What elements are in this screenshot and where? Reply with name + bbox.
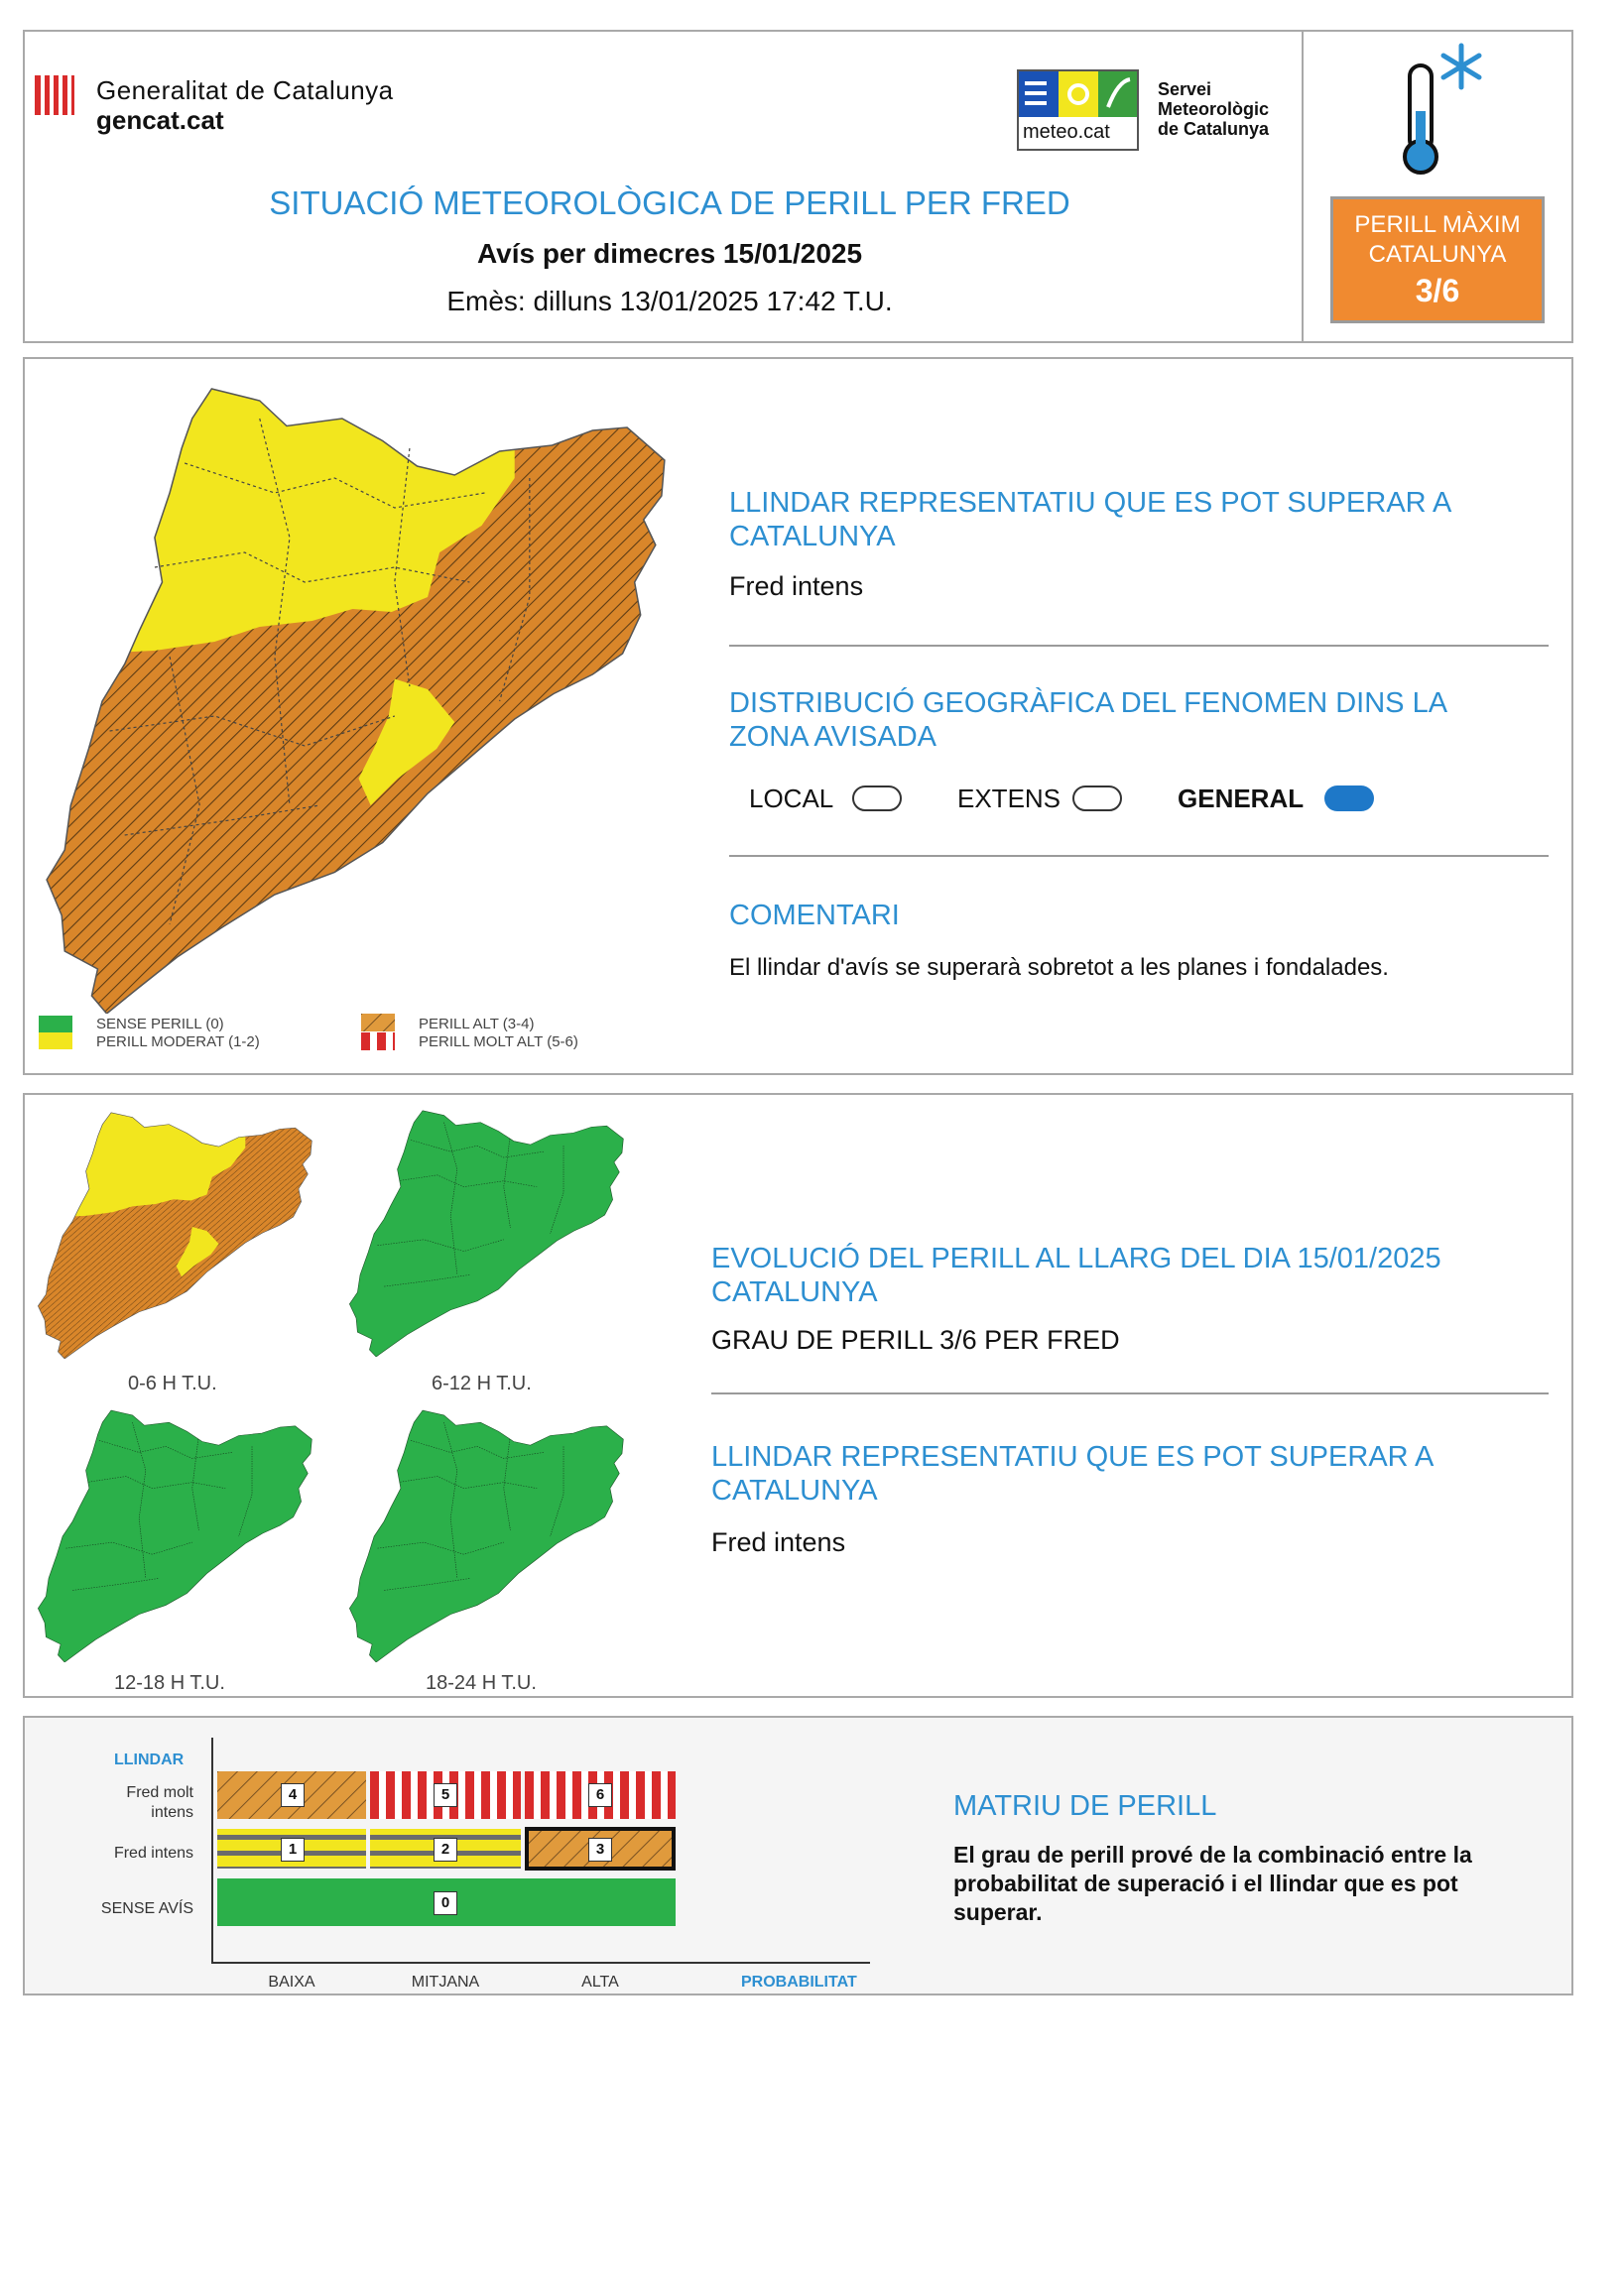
legend-swatch-perill-moderat: [39, 1032, 72, 1049]
map-label-18-24: 18-24 H T.U.: [426, 1672, 537, 1694]
legend-label-perill-molt-alt: PERILL MOLT ALT (5-6): [419, 1033, 578, 1050]
header-divider: [1302, 32, 1304, 341]
matrix-row-label-1: Fred intens: [113, 1845, 193, 1862]
distribution-options: [749, 784, 1543, 823]
legend-label-perill-moderat: PERILL MODERAT (1-2): [96, 1033, 260, 1050]
evolution-title: EVOLUCIÓ DEL PERILL AL LLARG DEL DIA 15/01/2025 CATALUNYA: [711, 1243, 1441, 1308]
matrix-x-axis: [211, 1962, 870, 1964]
matrix-text: El grau de perill prové de la combinació entre la probabilitat de superació i el llindar que es pot superar.: [953, 1842, 1472, 1925]
matrix-y-axis: [211, 1738, 213, 1964]
map-label-12-18: 12-18 H T.U.: [114, 1672, 225, 1694]
matrix-row-label-2: SENSE AVÍS: [100, 1900, 193, 1917]
org-name: Generalitat de Catalunya: [96, 75, 394, 105]
legend-label-perill-alt: PERILL ALT (3-4): [419, 1016, 535, 1032]
comment-text: El llindar d'avís se superarà sobretot a les planes i fondalades.: [729, 954, 1389, 981]
divider: [729, 855, 1549, 857]
thermometer-icon: [1384, 42, 1493, 181]
main-warning-panel: [23, 357, 1573, 1075]
meteocat-logo: [1017, 69, 1139, 151]
matrix-row-label-0: Fred molt intens: [126, 1784, 193, 1821]
meteocat-site: meteo.cat: [1023, 121, 1110, 143]
max-danger-badge: PERILL MÀXIM CATALUNYA 3/6: [1330, 196, 1545, 323]
threshold-title-2: LLINDAR REPRESENTATIU QUE ES POT SUPERAR A CATALUNYA: [711, 1441, 1433, 1507]
legend-swatch-perill-alt: [361, 1014, 395, 1031]
matrix-col-label-2: ALTA: [581, 1974, 619, 1991]
option-extens-toggle[interactable]: [1072, 785, 1122, 811]
cell-tag-5: 5: [434, 1783, 457, 1807]
comment-title: COMENTARI: [729, 900, 900, 931]
legend-swatch-perill-molt-alt: [361, 1032, 395, 1050]
map-18-24: [344, 1398, 630, 1662]
generalitat-logo-icon: [35, 75, 74, 115]
service-name: Servei Meteorològic de Catalunya: [1158, 79, 1270, 139]
option-general-toggle[interactable]: [1324, 785, 1374, 811]
meteocat-logo-icon: [1019, 71, 1137, 121]
page-title: SITUACIÓ METEOROLÒGICA DE PERILL PER FRED: [269, 184, 1070, 221]
distribution-title: DISTRIBUCIÓ GEOGRÀFICA DEL FENOMEN DINS LA ZONA AVISADA: [729, 687, 1446, 753]
map-legend: [39, 1012, 684, 1061]
evolution-panel: [23, 1093, 1573, 1698]
danger-matrix-panel: [23, 1716, 1573, 1995]
divider: [711, 1392, 1549, 1394]
org-site: gencat.cat: [96, 105, 224, 135]
cell-tag-2: 2: [434, 1838, 457, 1862]
divider: [729, 645, 1549, 647]
option-general-label: GENERAL: [1178, 784, 1305, 813]
map-0-6: [33, 1101, 318, 1359]
cell-tag-3: 3: [588, 1838, 612, 1862]
map-label-6-12: 6-12 H T.U.: [432, 1373, 532, 1394]
cell-tag-6: 6: [588, 1783, 612, 1807]
threshold-value: Fred intens: [729, 571, 864, 601]
option-local-label: LOCAL: [749, 784, 834, 813]
cell-tag-0: 0: [434, 1891, 457, 1915]
matrix-title: MATRIU DE PERILL: [953, 1790, 1217, 1822]
legend-swatch-sense-perill: [39, 1016, 72, 1032]
threshold-value-2: Fred intens: [711, 1527, 846, 1557]
threshold-title: LLINDAR REPRESENTATIU QUE ES POT SUPERAR A CATALUNYA: [729, 487, 1450, 552]
map-label-0-6: 0-6 H T.U.: [128, 1373, 217, 1394]
matrix-x-title: PROBABILITAT: [741, 1974, 857, 1991]
map-12-18: [33, 1398, 318, 1662]
cell-tag-4: 4: [281, 1783, 305, 1807]
matrix-y-title: LLINDAR: [114, 1752, 185, 1768]
header-panel: [23, 30, 1573, 343]
warning-date: Avís per dimecres 15/01/2025: [476, 238, 863, 269]
matrix-col-label-0: BAIXA: [268, 1974, 315, 1991]
catalonia-danger-map: [35, 359, 680, 1014]
cell-tag-1: 1: [281, 1838, 305, 1862]
map-6-12: [344, 1099, 630, 1357]
matrix-col-label-1: MITJANA: [411, 1974, 480, 1991]
option-extens-label: EXTENS: [957, 784, 1061, 813]
issued-date: Emès: dilluns 13/01/2025 17:42 T.U.: [446, 286, 893, 316]
legend-label-sense-perill: SENSE PERILL (0): [96, 1016, 224, 1032]
option-local-toggle[interactable]: [852, 785, 902, 811]
evolution-value: GRAU DE PERILL 3/6 PER FRED: [711, 1325, 1120, 1355]
